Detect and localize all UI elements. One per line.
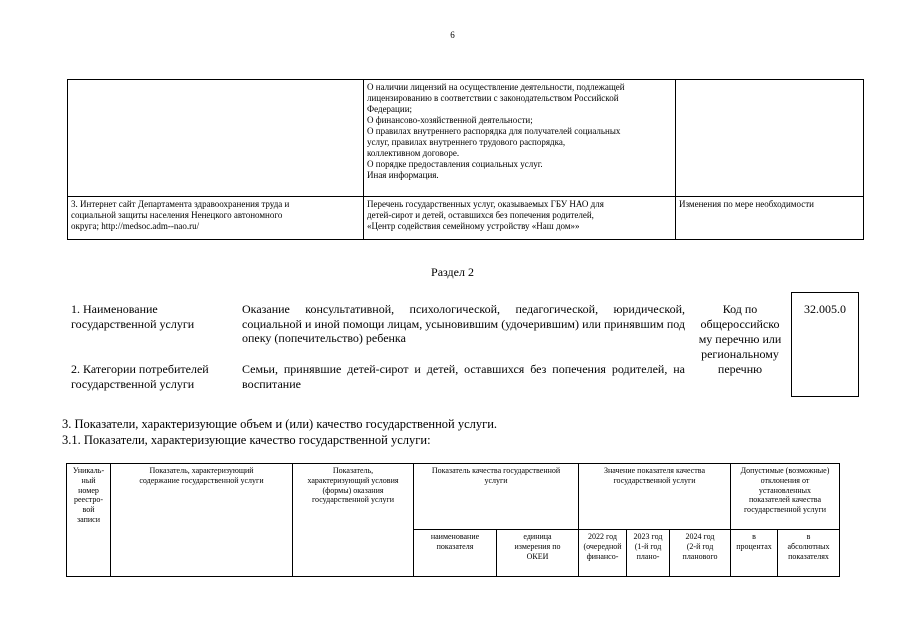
- text-line: показателях: [788, 551, 829, 561]
- text-line: (2-й год: [686, 541, 714, 551]
- table-row: [68, 80, 864, 197]
- text-line: наименование: [430, 531, 480, 541]
- code-value-box: [791, 292, 859, 397]
- paragraph-3-1: 3.1. Показатели, характеризующие качество государственной услуги:: [62, 433, 431, 447]
- text-line: ный: [81, 475, 96, 485]
- subheader-year-2024: [670, 529, 731, 576]
- text-line: показателей качества: [748, 495, 821, 505]
- subheader-indicator-name: [414, 529, 497, 576]
- text-line: (1-й год: [634, 541, 662, 551]
- text-line: показателя: [436, 541, 474, 551]
- table-cell: [68, 197, 364, 240]
- text-line: плано-: [636, 551, 660, 561]
- code-label: [687, 302, 793, 377]
- text-line: 2024 год: [685, 531, 715, 541]
- service-name-value: Оказание консультативной, психологической, педагогической, юридической, социальной и иной помощи лицам, усыновившим (удочерившим) или принявшим под опеку (попечительство) ребенка: [242, 302, 685, 345]
- text-line: Показатель,: [332, 466, 374, 475]
- table-header-row: [67, 464, 840, 530]
- text-line: содержание государственной услуги: [139, 475, 264, 485]
- text-line: О правилах внутреннего распорядка для получателей социальных: [367, 126, 621, 136]
- text-line: округа; http://medsoc.adm--nao.ru/: [71, 221, 200, 231]
- header-conditions-indicator: [293, 464, 414, 577]
- text-line: вой: [82, 505, 95, 515]
- table-cell: [364, 80, 676, 197]
- text-line: Значение показателя качества: [603, 466, 706, 475]
- table-cell: [676, 80, 864, 197]
- text-line: му перечню или: [698, 332, 782, 346]
- text-line: О порядке предоставления социальных услуг.: [367, 159, 543, 169]
- text-line: услуги: [484, 475, 508, 485]
- header-deviation: [731, 464, 840, 530]
- text-line: государственной услуги: [743, 505, 827, 515]
- text-line: Допустимые (возможные): [740, 466, 830, 475]
- text-line: Уникаль-: [72, 466, 105, 475]
- header-quality-value: [579, 464, 731, 530]
- text-line: О наличии лицензий на осуществление деятельности, подлежащей: [367, 82, 625, 92]
- text-line: Показатель качества государственной: [431, 466, 561, 475]
- header-quality-indicator: [414, 464, 579, 530]
- text-line: «Центр содействия семейному устройству «Наш дом»»: [367, 221, 580, 231]
- text-line: процентах: [736, 541, 772, 551]
- subheader-year-2022: [579, 529, 627, 576]
- text-line: коллективном договоре.: [367, 148, 460, 158]
- text-line: О финансово-хозяйственной деятельности;: [367, 115, 533, 125]
- table-cell: [676, 197, 864, 240]
- subheader-percent: [731, 529, 778, 576]
- text-line: 2. Категории потребителей: [71, 362, 209, 376]
- text-line: перечню: [717, 362, 763, 376]
- subheader-year-2023: [627, 529, 670, 576]
- text-line: общероссийско: [700, 317, 780, 331]
- text-line: номер: [78, 485, 99, 495]
- service-category-label: [71, 362, 246, 391]
- text-line: Федерации;: [367, 104, 413, 114]
- text-line: реестро-: [73, 495, 104, 505]
- text-line: 3. Интернет сайт Департамента здравоохранения труда и: [71, 199, 290, 209]
- quality-table: [66, 463, 840, 577]
- table-cell: [68, 80, 364, 197]
- text-line: абсолютных: [787, 541, 830, 551]
- text-line: отклонения от: [760, 475, 810, 485]
- header-unique-number: [67, 464, 111, 577]
- text-line: государственной услуги: [71, 316, 195, 331]
- text-line: финансо-: [586, 551, 619, 561]
- text-line: услуг, правилах внутреннего трудового распорядка,: [367, 137, 566, 147]
- code-value: 32.005.0: [804, 302, 846, 316]
- text-line: в: [806, 531, 811, 541]
- text-line: 1. Наименование: [71, 302, 158, 316]
- text-line: социальной защиты населения Ненецкого автономного: [71, 210, 283, 220]
- text-line: государственной услуги: [71, 376, 195, 391]
- text-line: (очередной: [583, 541, 622, 551]
- text-line: лицензированию в соответствии с законодательством Российской: [367, 93, 619, 103]
- service-name-label: [71, 302, 241, 331]
- text-line: установленных: [758, 485, 812, 495]
- section-title: Раздел 2: [431, 265, 474, 279]
- text-line: планового: [682, 551, 718, 561]
- subheader-unit: [497, 529, 579, 576]
- text-line: детей-сирот и детей, оставшихся без попечения родителей,: [367, 210, 594, 220]
- info-table: [67, 79, 864, 240]
- text-line: государственной услуги: [613, 475, 696, 485]
- text-line: характеризующий условия: [307, 475, 399, 485]
- table-row: [68, 197, 864, 240]
- table-cell: [364, 197, 676, 240]
- text-line: измерения по: [514, 541, 561, 551]
- text-line: региональному: [701, 347, 779, 361]
- text-line: Показатель, характеризующий: [149, 466, 254, 475]
- text-line: Иная информация.: [367, 170, 439, 180]
- text-line: в: [752, 531, 756, 541]
- text-line: 2022 год: [588, 531, 617, 541]
- text-line: единица: [523, 531, 552, 541]
- text-line: государственной услуги: [311, 495, 395, 505]
- page-number: 6: [450, 30, 455, 40]
- subheader-absolute: [778, 529, 840, 576]
- paragraph-3: 3. Показатели, характеризующие объем и (или) качество государственной услуги.: [62, 417, 498, 431]
- header-content-indicator: [111, 464, 293, 577]
- service-category-value: Семьи, принявшие детей-сирот и детей, оставшихся без попечения родителей, на воспитание: [242, 362, 685, 391]
- text-line: (формы) оказания: [322, 485, 384, 495]
- text-line: ОКЕИ: [526, 551, 549, 561]
- text-line: записи: [77, 514, 100, 524]
- text-line: Код по: [722, 302, 758, 316]
- table-cell-text: Изменения по мере необходимости: [679, 199, 814, 209]
- text-line: Перечень государственных услуг, оказываемых ГБУ НАО для: [367, 199, 604, 209]
- text-line: 2023 год: [633, 531, 663, 541]
